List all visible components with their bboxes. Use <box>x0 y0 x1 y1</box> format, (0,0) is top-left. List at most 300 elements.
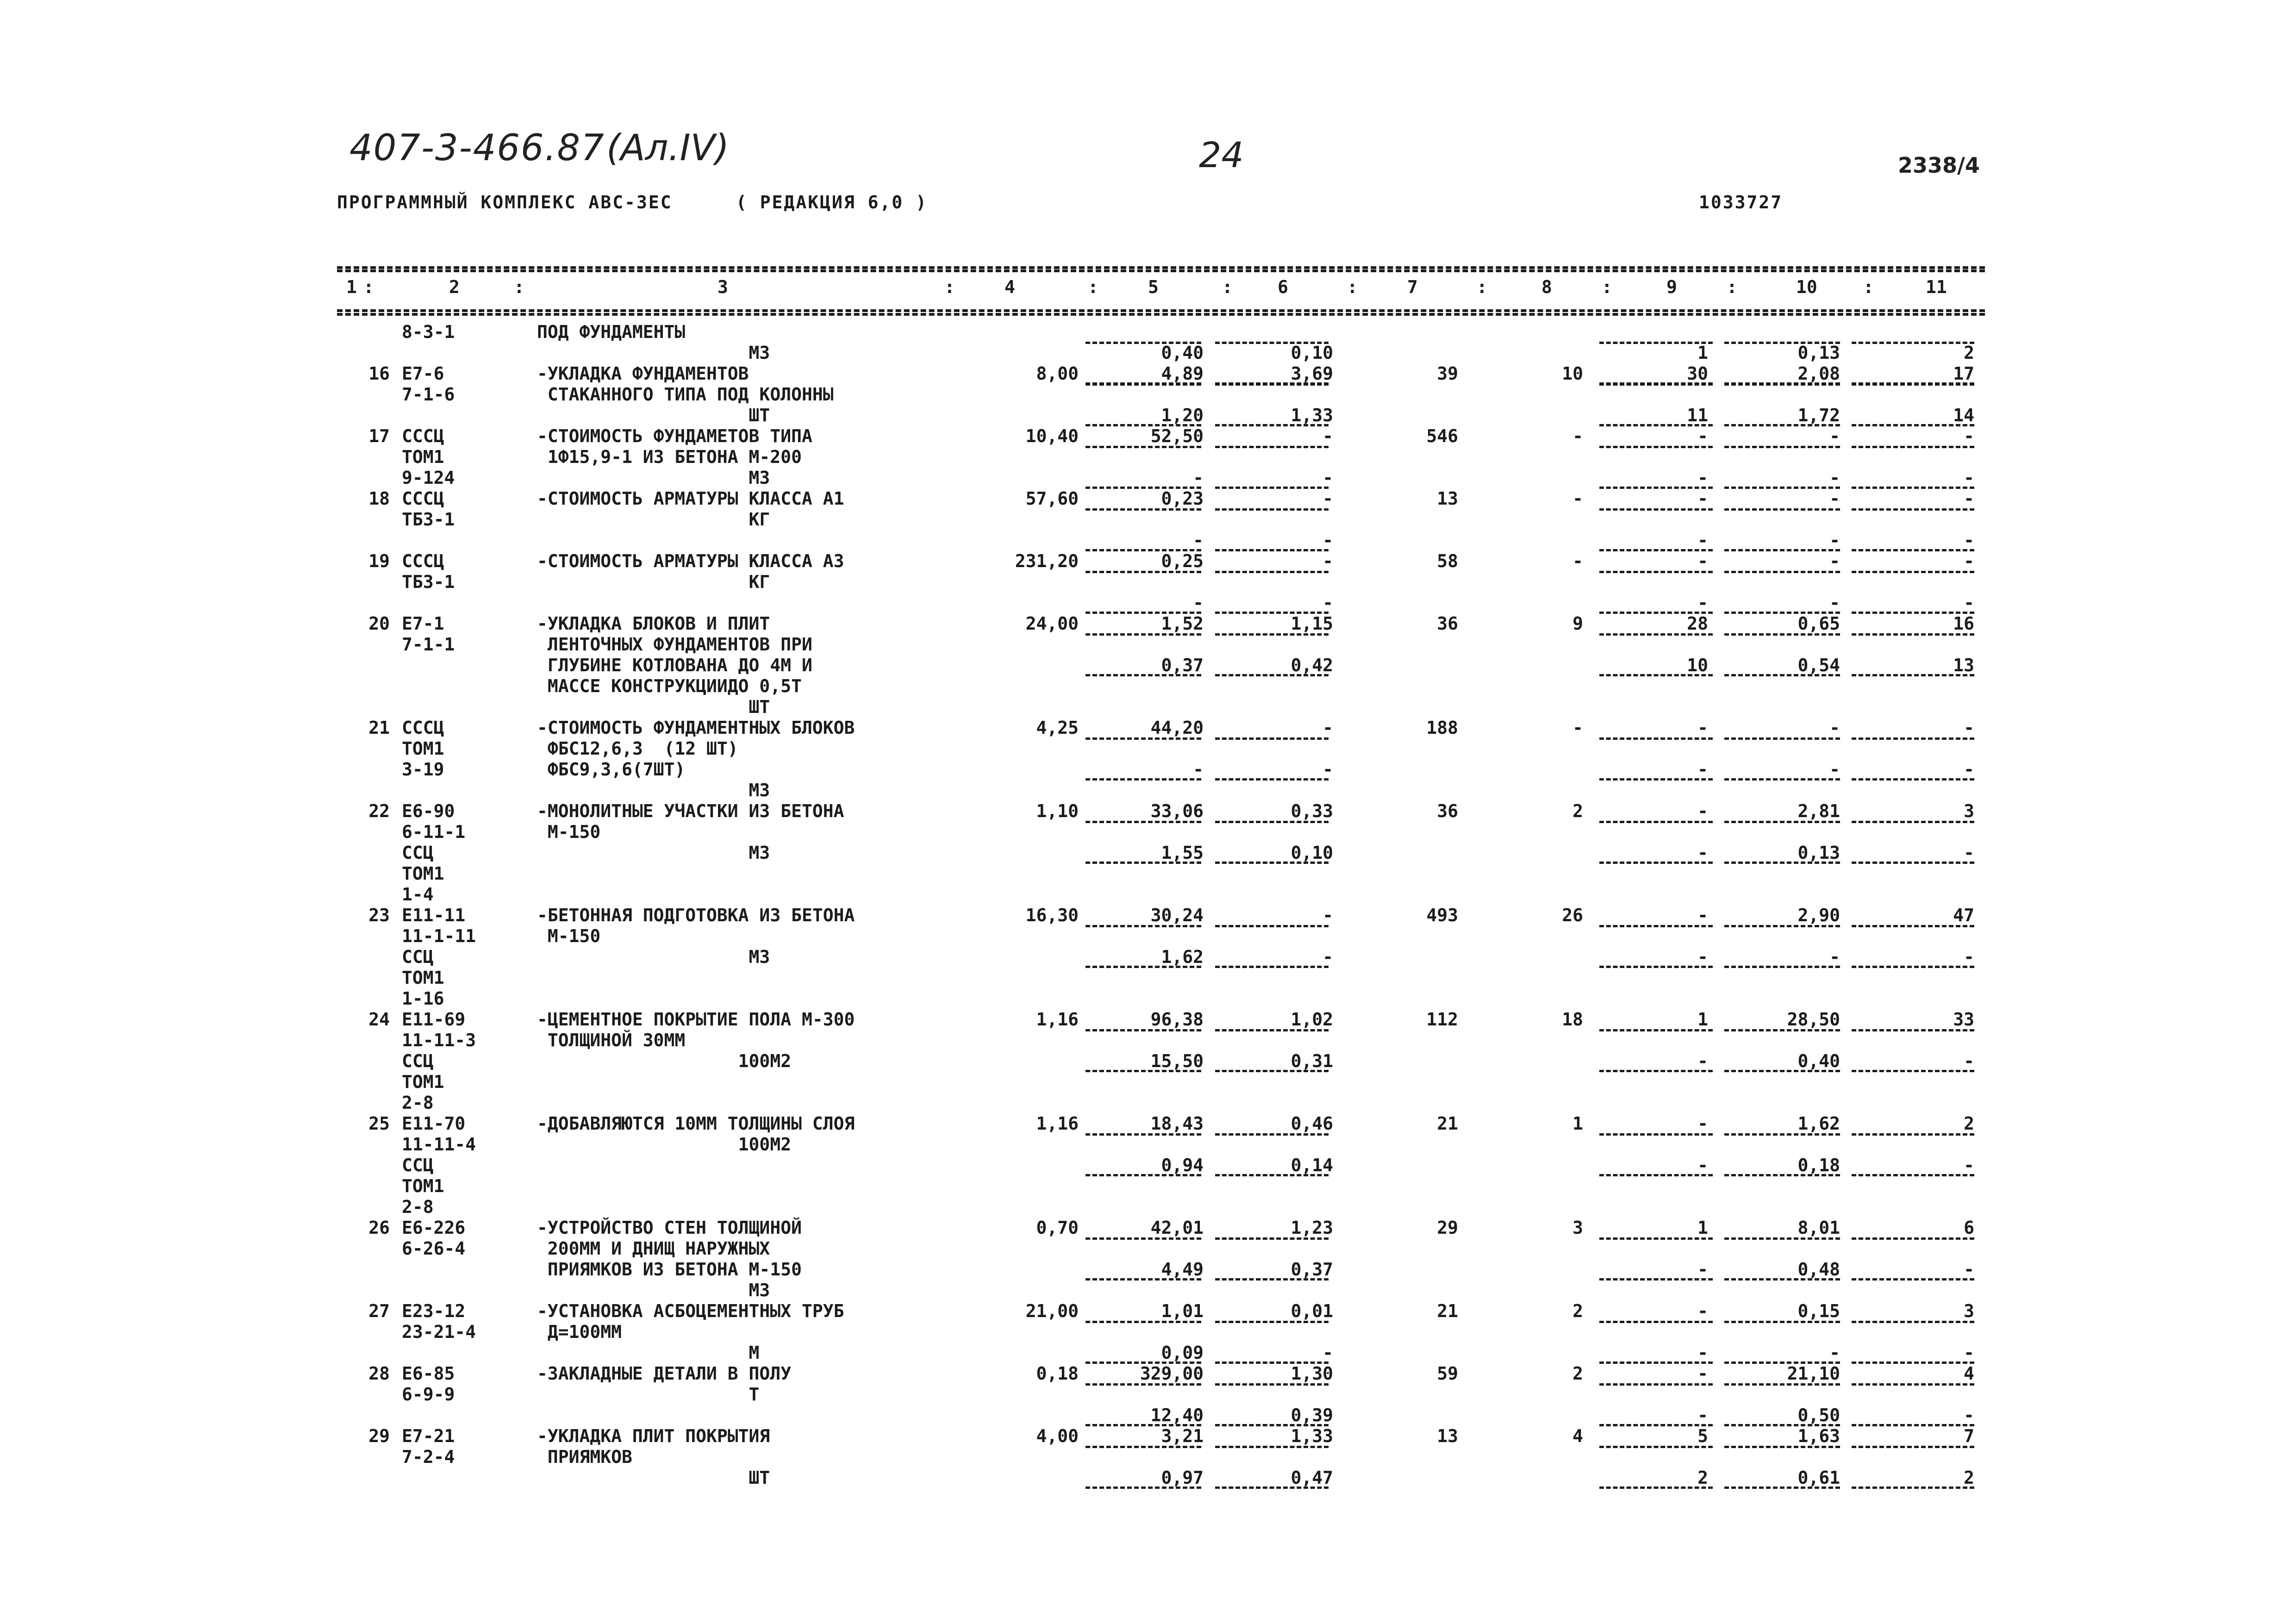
cell-c6: 0,46 <box>1291 1113 1333 1134</box>
cell-underline <box>1852 1070 1974 1072</box>
row-code: СССЦ <box>402 488 444 509</box>
cell-c9: - <box>1697 530 1708 550</box>
row-code: 11-11-4 <box>402 1134 476 1155</box>
cell-underline <box>1724 925 1840 927</box>
cell-c8: - <box>1572 551 1583 571</box>
cell-underline <box>1215 862 1329 864</box>
row-description: -УКЛАДКА ПЛИТ ПОКРЫТИЯ <box>537 1426 770 1446</box>
cell-underline <box>1724 1321 1840 1323</box>
cell-c6: 0,37 <box>1291 1259 1333 1280</box>
cell-c5: 1,52 <box>1161 613 1204 634</box>
row-code: 2-8 <box>402 1093 434 1113</box>
cell-underline <box>1599 1070 1713 1072</box>
row-description: -ЗАКЛАДНЫЕ ДЕТАЛИ В ПОЛУ <box>537 1363 792 1384</box>
cell-c4: 21,00 <box>1025 1301 1079 1321</box>
cell-c8: 2 <box>1572 801 1583 821</box>
cell-underline <box>1724 342 1840 344</box>
cell-c8: 4 <box>1572 1426 1583 1446</box>
cell-underline <box>1215 1383 1329 1386</box>
cell-underline <box>1215 342 1329 344</box>
cell-c11: - <box>1964 1405 1974 1425</box>
row-number: 18 <box>368 488 390 509</box>
cell-underline <box>1215 1133 1329 1136</box>
cell-c9: - <box>1697 551 1708 571</box>
cell-c10: 0,40 <box>1797 1051 1840 1071</box>
cell-underline <box>1599 1446 1713 1448</box>
cell-underline <box>1852 1362 1974 1364</box>
cell-c7: 39 <box>1437 363 1458 384</box>
cell-c6: - <box>1323 905 1333 925</box>
cell-underline <box>1852 1174 1974 1176</box>
cell-c7: 59 <box>1437 1363 1458 1384</box>
cell-c9: - <box>1697 426 1708 446</box>
row-code: Е7-6 <box>402 363 444 384</box>
cell-c4: 1,16 <box>1036 1113 1079 1134</box>
cell-c7: 546 <box>1426 426 1458 446</box>
cell-underline <box>1599 1237 1713 1240</box>
row-description: -УКЛАДКА БЛОКОВ И ПЛИТ <box>537 613 770 634</box>
cell-underline <box>1724 674 1840 676</box>
cell-underline <box>1852 862 1974 864</box>
cell-c11: - <box>1964 530 1974 550</box>
row-description: Т <box>537 1384 760 1405</box>
row-description: ФБС9,3,6(7ШТ) <box>537 759 686 780</box>
cell-underline <box>1599 508 1713 511</box>
cell-underline <box>1852 549 1974 551</box>
cell-c11: 17 <box>1953 363 1974 384</box>
cell-c10: 0,65 <box>1797 613 1840 634</box>
column-header-8: 8 <box>1541 277 1552 297</box>
row-code: 1-4 <box>402 884 434 905</box>
cell-underline <box>1724 487 1840 489</box>
row-code: СССЦ <box>402 718 444 738</box>
cell-c11: 33 <box>1953 1009 1974 1030</box>
cell-underline <box>1599 549 1713 551</box>
cell-c10: - <box>1829 759 1840 780</box>
cell-c7: 112 <box>1426 1009 1458 1030</box>
cell-c10: - <box>1829 551 1840 571</box>
cell-underline <box>1215 508 1329 511</box>
cell-c6: 1,33 <box>1291 1426 1333 1446</box>
cell-underline <box>1724 1070 1840 1072</box>
cell-underline <box>1215 966 1329 968</box>
row-description: М3 <box>537 1280 770 1300</box>
cell-c11: 6 <box>1964 1218 1974 1238</box>
row-code: ТОМ1 <box>402 968 444 988</box>
row-code: Е11-70 <box>402 1113 466 1134</box>
cell-c6: 1,30 <box>1291 1363 1333 1384</box>
cell-c6: - <box>1323 759 1333 780</box>
row-code: 3-19 <box>402 759 444 780</box>
row-number: 17 <box>368 426 390 446</box>
row-description: -СТОИМОСТЬ ФУНДАМЕНТНЫХ БЛОКОВ <box>537 718 855 738</box>
row-code: ССЦ <box>402 1051 434 1071</box>
cell-underline <box>1086 1174 1201 1176</box>
row-code: ТОМ1 <box>402 1072 444 1092</box>
cell-c6: 0,10 <box>1291 843 1333 863</box>
cell-c8: 26 <box>1562 905 1583 925</box>
cell-c5: 18,43 <box>1150 1113 1204 1134</box>
column-separator: : <box>1602 277 1612 297</box>
row-code: Е23-12 <box>402 1301 466 1321</box>
cell-c10: 0,15 <box>1797 1301 1840 1321</box>
column-separator: : <box>514 277 524 297</box>
cell-underline <box>1599 1278 1713 1280</box>
cell-c6: 0,31 <box>1291 1051 1333 1071</box>
cell-underline <box>1852 821 1974 823</box>
row-description: -УСТАНОВКА АСБОЦЕМЕНТНЫХ ТРУБ <box>537 1301 844 1321</box>
cell-c10: 0,13 <box>1797 343 1840 363</box>
cell-c6: 1,02 <box>1291 1009 1333 1030</box>
row-code: ТОМ1 <box>402 1176 444 1196</box>
row-code: 7-2-4 <box>402 1447 455 1467</box>
document-number: 1033727 <box>1699 192 1783 212</box>
cell-c9: - <box>1697 1113 1708 1134</box>
column-header-6: 6 <box>1278 277 1288 297</box>
cell-underline <box>1724 549 1840 551</box>
cell-c10: - <box>1829 530 1840 550</box>
cell-c10: - <box>1829 718 1840 738</box>
cell-c5: 52,50 <box>1150 426 1204 446</box>
row-description: СТАКАННОГО ТИПА ПОД КОЛОННЫ <box>537 384 834 405</box>
row-code: 7-1-6 <box>402 384 455 405</box>
cell-underline <box>1852 487 1974 489</box>
cell-underline <box>1086 1278 1201 1280</box>
cell-underline <box>1724 1446 1840 1448</box>
cell-underline <box>1086 737 1201 740</box>
cell-c11: 2 <box>1964 1113 1974 1134</box>
album-reference: (Ал.IV) <box>606 127 730 169</box>
cell-c6: 0,01 <box>1291 1301 1333 1321</box>
cell-c11: - <box>1964 1155 1974 1175</box>
column-separator: : <box>1477 277 1487 297</box>
row-description: -БЕТОННАЯ ПОДГОТОВКА ИЗ БЕТОНА <box>537 905 855 925</box>
cell-underline <box>1215 1446 1329 1448</box>
cell-c11: - <box>1964 426 1974 446</box>
cell-underline <box>1852 925 1974 927</box>
cell-underline <box>1215 674 1329 676</box>
cell-c10: 0,50 <box>1797 1405 1840 1425</box>
cell-c9: - <box>1697 801 1708 821</box>
cell-c4: 8,00 <box>1036 363 1079 384</box>
cell-c9: 5 <box>1697 1426 1708 1446</box>
row-number: 24 <box>368 1009 390 1030</box>
cell-underline <box>1086 674 1201 676</box>
cell-c10: 0,54 <box>1797 655 1840 675</box>
cell-c5: 15,50 <box>1150 1051 1204 1071</box>
row-code: Е11-11 <box>402 905 466 925</box>
row-number: 26 <box>368 1218 390 1238</box>
cell-c9: - <box>1697 1259 1708 1280</box>
row-description: М-150 <box>537 926 601 946</box>
cell-underline <box>1852 1321 1974 1323</box>
cell-c10: 1,62 <box>1797 1113 1840 1134</box>
cell-underline <box>1852 1424 1974 1426</box>
cell-underline <box>1599 674 1713 676</box>
cell-c6: - <box>1323 530 1333 550</box>
cell-underline <box>1215 446 1329 448</box>
cell-c11: 2 <box>1964 343 1974 363</box>
cell-c11: - <box>1964 468 1974 488</box>
column-header-1: 1 <box>346 277 357 297</box>
row-description: М3 <box>537 843 770 863</box>
cell-c10: - <box>1829 426 1840 446</box>
cell-c6: 0,10 <box>1291 343 1333 363</box>
cell-c10: 2,08 <box>1797 363 1840 384</box>
row-code: Е6-90 <box>402 801 455 821</box>
row-description: Д=100ММ <box>537 1322 622 1342</box>
cell-underline <box>1086 571 1201 573</box>
cell-c11: - <box>1964 718 1974 738</box>
cell-underline <box>1852 1237 1974 1240</box>
cell-c11: - <box>1964 843 1974 863</box>
row-code: Е7-1 <box>402 613 444 634</box>
column-header-4: 4 <box>1004 277 1015 297</box>
cell-c7: 29 <box>1437 1218 1458 1238</box>
cell-c9: 1 <box>1697 1218 1708 1238</box>
column-header-5: 5 <box>1148 277 1159 297</box>
row-code: 6-11-1 <box>402 822 466 842</box>
cell-underline <box>1852 674 1974 676</box>
cell-underline <box>1852 1278 1974 1280</box>
page-number: 24 <box>1199 134 1244 175</box>
row-description: М3 <box>537 343 770 363</box>
column-header-10: 10 <box>1796 277 1817 297</box>
cell-underline <box>1599 1029 1713 1031</box>
cell-c11: - <box>1964 488 1974 509</box>
column-separator: : <box>1863 277 1874 297</box>
cell-underline <box>1215 571 1329 573</box>
cell-c11: - <box>1964 1051 1974 1071</box>
cell-underline <box>1724 1383 1840 1386</box>
cell-underline <box>1724 383 1840 386</box>
cell-underline <box>1215 1487 1329 1489</box>
column-separator: : <box>1727 277 1737 297</box>
row-description: ЛЕНТОЧНЫХ ФУНДАМЕНТОВ ПРИ <box>537 634 812 655</box>
edition-label: ( РЕДАКЦИЯ 6,0 ) <box>736 192 928 212</box>
row-code: Е6-85 <box>402 1363 455 1384</box>
header-bottom-rule <box>337 309 1985 312</box>
cell-c5: 96,38 <box>1150 1009 1204 1030</box>
cell-underline <box>1852 342 1974 344</box>
row-code: СССЦ <box>402 551 444 571</box>
cell-c7: 188 <box>1426 718 1458 738</box>
row-description: ПРИЯМКОВ <box>537 1447 632 1467</box>
cell-c8: 2 <box>1572 1301 1583 1321</box>
cell-c6: 1,23 <box>1291 1218 1333 1238</box>
cell-underline <box>1599 1174 1713 1176</box>
cell-underline <box>1215 549 1329 551</box>
cell-underline <box>1599 1383 1713 1386</box>
cell-underline <box>1086 1383 1201 1386</box>
row-description: ШТ <box>537 1468 770 1488</box>
cell-c10: 2,90 <box>1797 905 1840 925</box>
table-top-rule <box>337 266 1985 269</box>
row-description: М3 <box>537 947 770 967</box>
cell-c6: - <box>1323 947 1333 967</box>
cell-c6: 1,15 <box>1291 613 1333 634</box>
cell-c5: 329,00 <box>1140 1363 1204 1384</box>
cell-c6: 1,33 <box>1291 405 1333 425</box>
cell-c10: 2,81 <box>1797 801 1840 821</box>
cell-c7: 21 <box>1437 1301 1458 1321</box>
row-description: 100М2 <box>537 1051 792 1071</box>
row-code: 6-26-4 <box>402 1238 466 1259</box>
row-description: ПОД ФУНДАМЕНТЫ <box>537 322 686 342</box>
cell-underline <box>1724 1237 1840 1240</box>
cell-c10: 1,72 <box>1797 405 1840 425</box>
cell-underline <box>1086 1133 1201 1136</box>
row-description: ШТ <box>537 405 770 425</box>
row-number: 27 <box>368 1301 390 1321</box>
cell-underline <box>1599 424 1713 426</box>
cell-c10: 1,63 <box>1797 1426 1840 1446</box>
row-code: 11-1-11 <box>402 926 476 946</box>
column-separator: : <box>1347 277 1358 297</box>
cell-c10: 28,50 <box>1787 1009 1840 1030</box>
row-description: ШТ <box>537 697 770 717</box>
cell-underline <box>1215 925 1329 927</box>
row-description: -СТОИМОСТЬ АРМАТУРЫ КЛАССА А3 <box>537 551 844 571</box>
row-number: 25 <box>368 1113 390 1134</box>
column-header-2: 2 <box>449 277 460 297</box>
cell-underline <box>1215 1321 1329 1323</box>
row-number: 20 <box>368 613 390 634</box>
cell-c9: - <box>1697 488 1708 509</box>
cell-underline <box>1852 383 1974 386</box>
cell-c11: - <box>1964 1343 1974 1363</box>
cell-underline <box>1724 1029 1840 1031</box>
cell-underline <box>1852 778 1974 781</box>
row-description: ПРИЯМКОВ ИЗ БЕТОНА М-150 <box>537 1259 802 1280</box>
cell-c9: - <box>1697 718 1708 738</box>
column-header-7: 7 <box>1407 277 1418 297</box>
cell-c9: - <box>1697 759 1708 780</box>
row-code: 2-8 <box>402 1197 434 1217</box>
document-code: 407-3-466.87 <box>349 127 605 169</box>
cell-underline <box>1724 1174 1840 1176</box>
cell-c9: 30 <box>1687 363 1708 384</box>
row-code: ТБ3-1 <box>402 572 455 592</box>
row-description: -ДОБАВЛЯЮТСЯ 10ММ ТОЛЩИНЫ СЛОЯ <box>537 1113 855 1134</box>
cell-c5: 0,25 <box>1161 551 1204 571</box>
cell-underline <box>1086 925 1201 927</box>
cell-c5: 44,20 <box>1150 718 1204 738</box>
cell-underline <box>1724 966 1840 968</box>
cell-underline <box>1215 1029 1329 1031</box>
cell-c4: 1,16 <box>1036 1009 1079 1030</box>
cell-c5: 42,01 <box>1150 1218 1204 1238</box>
cell-c11: - <box>1964 759 1974 780</box>
row-code: ТОМ1 <box>402 447 444 467</box>
cell-underline <box>1215 737 1329 740</box>
cell-underline <box>1086 1029 1201 1031</box>
cell-c8: 10 <box>1562 363 1583 384</box>
cell-c9: - <box>1697 947 1708 967</box>
cell-underline <box>1599 925 1713 927</box>
cell-underline <box>1852 737 1974 740</box>
row-description: 1Ф15,9-1 ИЗ БЕТОНА М-200 <box>537 447 802 467</box>
cell-c8: 1 <box>1572 1113 1583 1134</box>
cell-underline <box>1086 862 1201 864</box>
cell-underline <box>1599 1133 1713 1136</box>
cell-underline <box>1599 383 1713 386</box>
row-description: КГ <box>537 572 770 592</box>
cell-underline <box>1599 633 1713 636</box>
cell-c9: - <box>1697 1155 1708 1175</box>
cell-c9: - <box>1697 1301 1708 1321</box>
cell-c8: - <box>1572 718 1583 738</box>
cell-underline <box>1599 571 1713 573</box>
row-code: 7-1-1 <box>402 634 455 655</box>
cell-c8: 2 <box>1572 1363 1583 1384</box>
cell-c5: 0,94 <box>1161 1155 1204 1175</box>
cell-c9: - <box>1697 593 1708 613</box>
column-separator: : <box>1088 277 1098 297</box>
cell-underline <box>1599 737 1713 740</box>
cell-c5: 1,01 <box>1161 1301 1204 1321</box>
row-number: 19 <box>368 551 390 571</box>
row-description: -ЦЕМЕНТНОЕ ПОКРЫТИЕ ПОЛА М-300 <box>537 1009 855 1030</box>
cell-underline <box>1215 1070 1329 1072</box>
cell-c10: - <box>1829 1343 1840 1363</box>
row-description: М3 <box>537 780 770 800</box>
cell-c8: 3 <box>1572 1218 1583 1238</box>
cell-underline <box>1599 1321 1713 1323</box>
row-description: М3 <box>537 468 770 488</box>
row-description: -МОНОЛИТНЫЕ УЧАСТКИ ИЗ БЕТОНА <box>537 801 844 821</box>
cell-c5: 0,09 <box>1161 1343 1204 1363</box>
cell-underline <box>1086 778 1201 781</box>
row-number: 23 <box>368 905 390 925</box>
cell-c10: - <box>1829 488 1840 509</box>
cell-c5: - <box>1193 468 1204 488</box>
cell-c4: 1,10 <box>1036 801 1079 821</box>
cell-underline <box>1215 633 1329 636</box>
cell-underline <box>1215 424 1329 426</box>
row-code: 23-21-4 <box>402 1322 476 1342</box>
cell-underline <box>1086 1237 1201 1240</box>
cell-c5: 0,23 <box>1161 488 1204 509</box>
row-code: Е6-226 <box>402 1218 466 1238</box>
cell-underline <box>1599 342 1713 344</box>
row-description: -УСТРОЙСТВО СТЕН ТОЛЩИНОЙ <box>537 1218 802 1238</box>
cell-c10: 0,48 <box>1797 1259 1840 1280</box>
cell-c6: - <box>1323 551 1333 571</box>
cell-c5: 1,55 <box>1161 843 1204 863</box>
cell-c4: 0,18 <box>1036 1363 1079 1384</box>
row-code: ТОМ1 <box>402 863 444 884</box>
cell-c9: 1 <box>1697 343 1708 363</box>
cell-c4: 57,60 <box>1025 488 1079 509</box>
cell-c6: 0,42 <box>1291 655 1333 675</box>
column-separator: : <box>363 277 374 297</box>
column-header-9: 9 <box>1666 277 1677 297</box>
cell-c6: - <box>1323 718 1333 738</box>
cell-underline <box>1852 1446 1974 1448</box>
row-code: Е11-69 <box>402 1009 466 1030</box>
cell-c6: - <box>1323 468 1333 488</box>
column-separator: : <box>1222 277 1233 297</box>
cell-c5: 1,62 <box>1161 947 1204 967</box>
cell-c10: 0,13 <box>1797 843 1840 863</box>
cell-underline <box>1086 342 1201 344</box>
cell-c11: - <box>1964 551 1974 571</box>
cell-underline <box>1086 446 1201 448</box>
header-bottom-rule-2 <box>337 313 1985 316</box>
row-description: МАССЕ КОНСТРУКЦИИДО 0,5Т <box>537 676 802 696</box>
row-description: ФБС12,6,3 (12 ШТ) <box>537 738 738 759</box>
